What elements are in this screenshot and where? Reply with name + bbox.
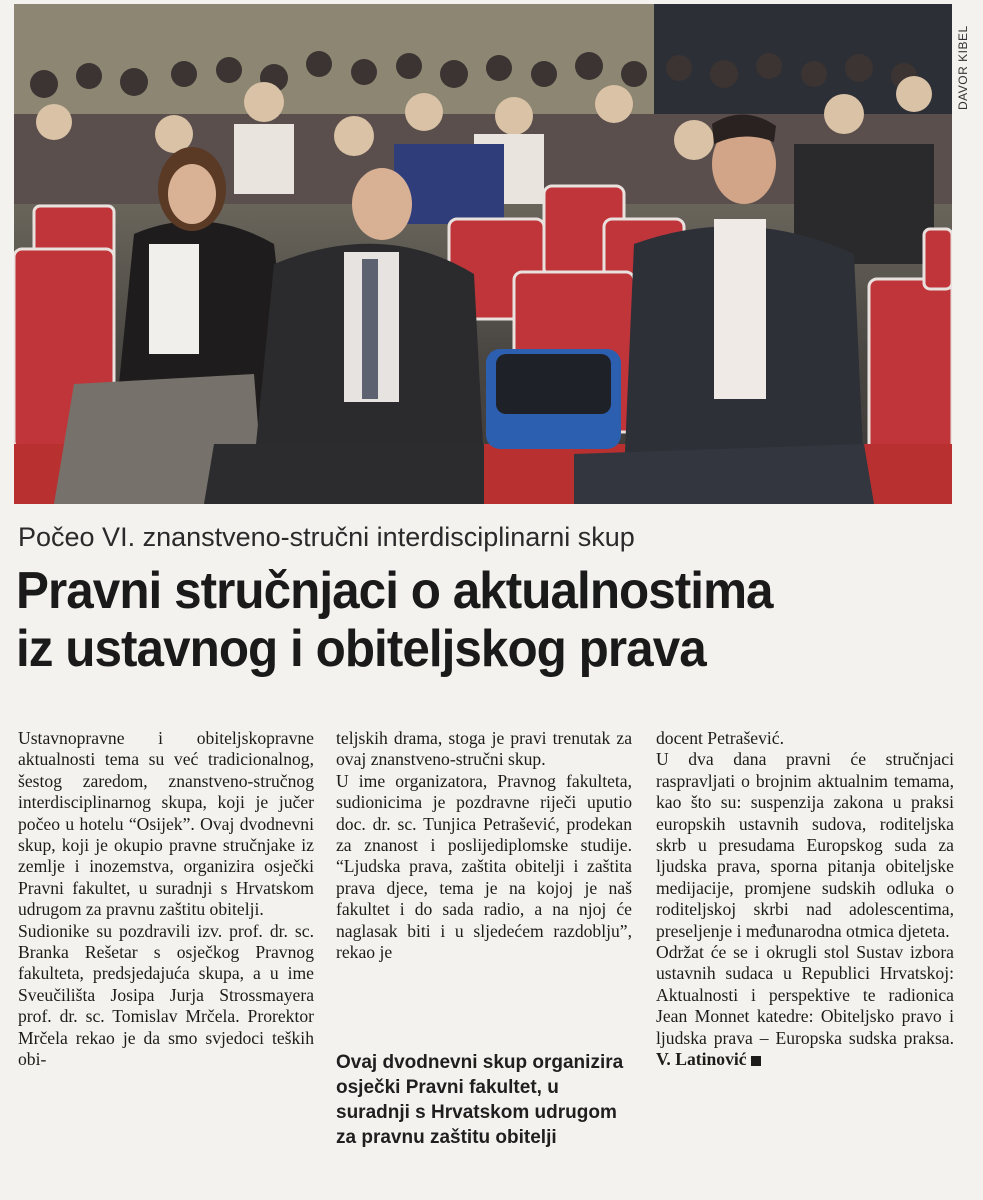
col2-paragraph-2: U ime organizatora, Pravnog fakulteta, sudionicima je pozdravne riječi uputio doc. dr. sc. Tunjica Petrašević, prodekan za znanost i poslijediplomske studije. “Ljudska prava, zaštita obitelji i zaštita prava djece, tema je na kojoj je naš fakultet i do sada radio, a na njoj će naglasak biti i u sljedećem razdoblju”, rekao je — [336, 770, 632, 963]
audience-photo — [14, 4, 952, 504]
photo-illustration — [14, 4, 952, 504]
article-column-3 — [656, 728, 954, 1071]
author-signature: V. Latinović — [656, 1049, 747, 1070]
article-column-1 — [18, 728, 314, 1071]
col3-paragraph-3-text: Održat će se i okrugli stol Sustav izbora ustavnih sudaca u Republici Hrvatskoj: Aktualnosti i perspektive te radionica Jean Monnet katedre: Obiteljsko pravo i ljudska prava – Europska sudska praksa. — [656, 942, 954, 1048]
col1-paragraph-1: Ustavnopravne i obiteljskopravne aktualnosti tema su već tradicionalnog, šestog zaredom, znanstveno-stručnog interdisciplinarnog skupa, koji je jučer počeo u hotelu “Osijek”. Ovaj dvodnevni skup, koji je okupio pravne stručnjake iz zemlje i inozemstva, organizira osječki Pravni fakultet, u suradnji s Hrvatskom udrugom za pravnu zaštitu obitelji. — [18, 728, 314, 920]
article-column-2 — [336, 728, 632, 963]
col1-paragraph-2: Sudionike su pozdravili izv. prof. dr. sc. Branka Rešetar s osječkog Pravnog fakulteta, predsjedajuća skupa, a u ime Sveučilišta Josipa Jurja Strossmayera prof. dr. sc. Tomislav Mrčela. Prorektor Mrčela rekao je da smo svjedoci teških obi- — [18, 920, 314, 1070]
col3-paragraph-2: U dva dana pravni će stručnjaci raspravljati o brojnim aktualnim temama, kao što su: suspenzija zakona u praksi europskih ustavnih sudova, roditeljska skrb u presudama Europskog suda za ljudska prava, sporna pitanja obiteljske medijacije, promjene sudskih odluka o roditeljskoj skrbi nad adolescentima, preseljenje i međunarodna otmica djeteta. — [656, 749, 954, 941]
end-mark-icon — [751, 1056, 761, 1066]
headline-line-1: Pravni stručnjaci o aktualnostima — [16, 562, 773, 620]
col3-paragraph-3 — [656, 942, 954, 1070]
kicker: Počeo VI. znanstveno-stručni interdisciplinarni skup — [18, 522, 635, 552]
pull-quote: Ovaj dvodnevni skup organizira osječki Pravni fakultet, u suradnji s Hrvatskom udrugom za pravnu zaštitu obitelji — [336, 1052, 624, 1148]
col2-paragraph-1: teljskih drama, stoga je pravi trenutak za ovaj znanstveno-stručni skup. — [336, 728, 632, 770]
col3-paragraph-1: docent Petrašević. — [656, 728, 784, 748]
headline — [16, 562, 919, 678]
photo-credit: DAVOR KIBEL — [956, 25, 970, 110]
headline-line-2: iz ustavnog i obiteljskog prava — [16, 620, 706, 678]
